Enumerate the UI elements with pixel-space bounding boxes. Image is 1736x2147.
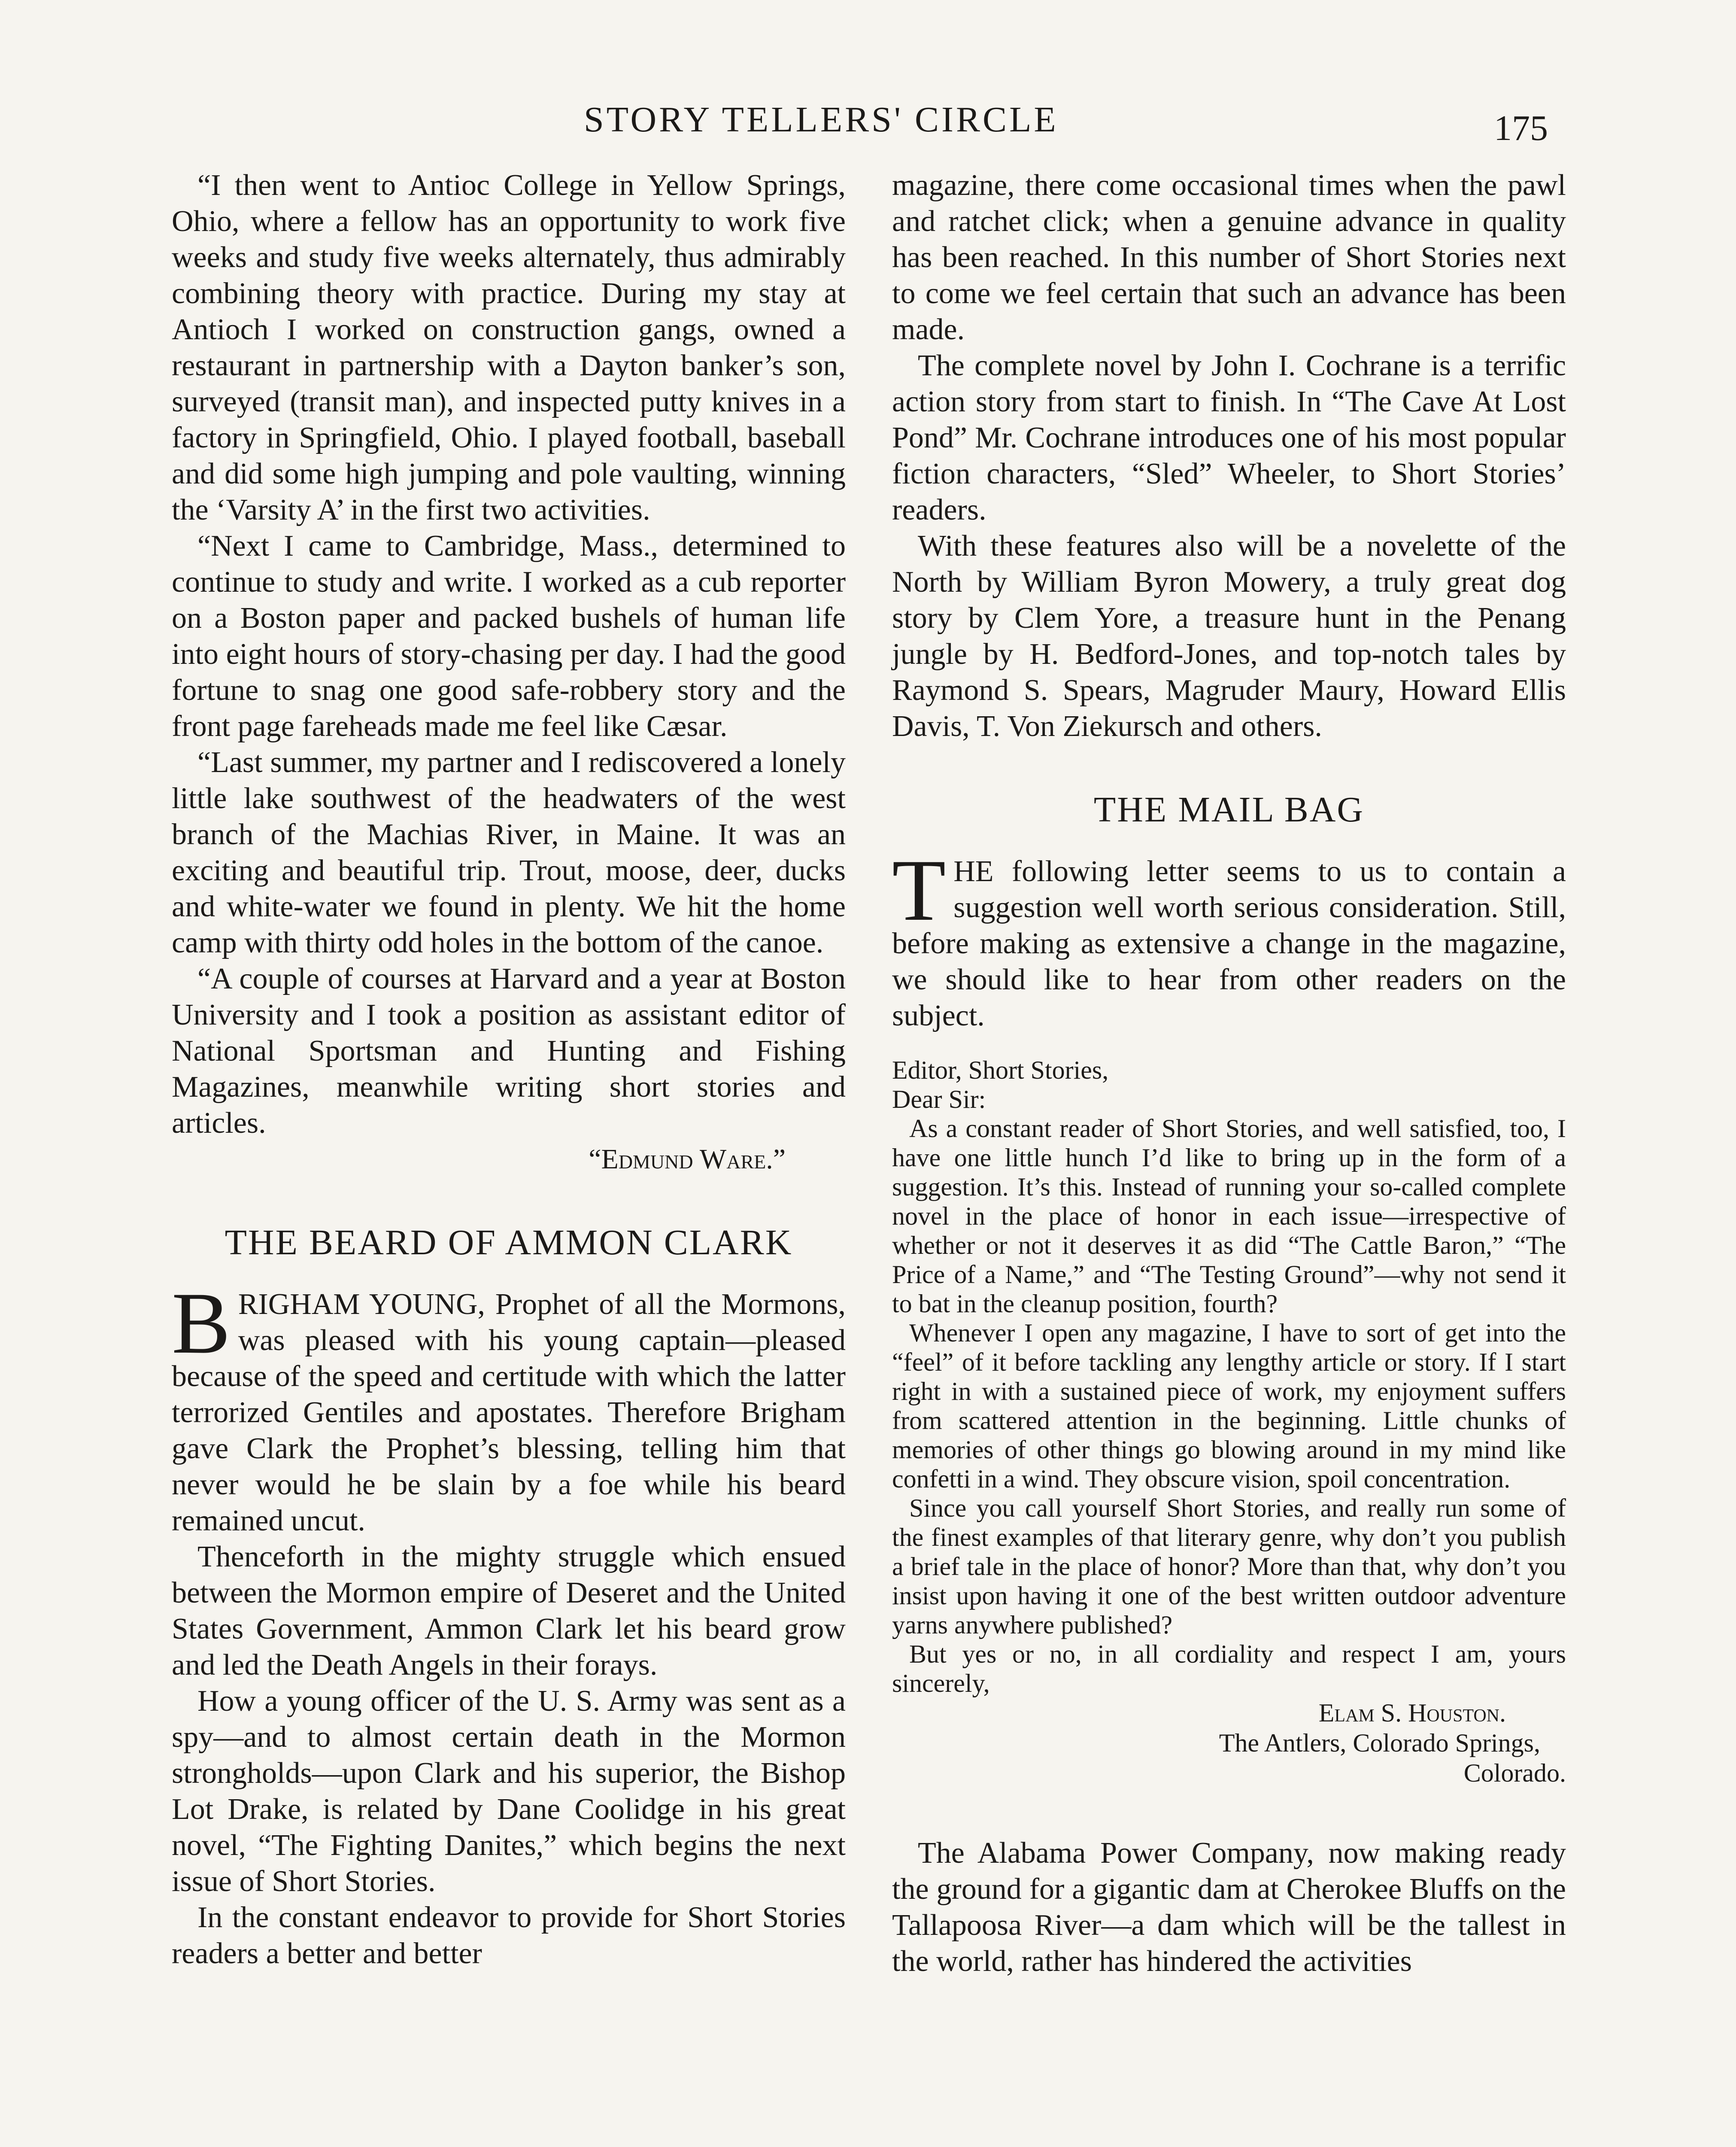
letter-paragraph: Whenever I open any magazine, I have to sort of get into the “feel” of it before tackling any lengthy article or story. If I start right in with a sustained piece of work, my enjoyment suffers from scattered attention in the beginning. Little chunks of memories of other things go blowing around in my mind like confetti in a wind. They obscure vision, spoil concentration. [892, 1319, 1566, 1493]
paragraph: The complete novel by John I. Cochrane is a terrific action story from start to finish. In “The Cave At Lost Pond” Mr. Cochrane introduces one of his most popular fiction characters, “Sled” Wheeler, to Short Stories’ readers. [892, 349, 1566, 526]
paragraph-text: HE following letter seems to us to contain a suggestion well worth serious consideration. Still, before making as extensive a change in the magazine, we should like to hear from other readers on the subject. [892, 855, 1566, 1032]
paragraph: “Last summer, my partner and I rediscovered a lonely little lake southwest of the headwaters of the west branch of the Machias River, in Maine. It was an exciting and beautiful trip. Trout, moose, deer, ducks and white-water we found in plenty. We hit the home camp with thirty odd holes in the bottom of the canoe. [172, 746, 846, 959]
paragraph [172, 1274, 846, 1539]
paragraph: The Alabama Power Company, now making ready the ground for a gigantic dam at Cherokee Bluffs on the Tallapoosa River—a dam which will be the tallest in the world, rather has hindered the activities [892, 1837, 1566, 1978]
letter-paragraph: But yes or no, in all cordiality and respect I am, yours sincerely, [892, 1640, 1566, 1697]
signer-address: The Antlers, Colorado Springs, [1219, 1729, 1540, 1757]
reader-letter [892, 1055, 1566, 1788]
letter-paragraph: As a constant reader of Short Stories, and well satisfied, too, I have one little hunch I’d like to bring up in the form of a suggestion. It’s this. Instead of running your so-called complete novel in the place of honor in each issue—irrespective of whether or not it deserves it as did “The Cattle Baron,” “The Price of a Name,” and “The Testing Ground”—why not send it to bat in the cleanup position, fourth? [892, 1114, 1566, 1318]
page-number: 175 [1494, 108, 1548, 148]
signer-name: Elam S. Houston. [1318, 1699, 1506, 1727]
drop-cap: B [172, 1274, 231, 1372]
running-head: STORY TELLERS' CIRCLE [584, 100, 1059, 140]
paragraph: magazine, there come occasional times when the pawl and ratchet click; when a genuine advance in quality has been reached. In this number of Short Stories next to come we feel certain that such an advance has been made. [892, 169, 1566, 346]
paragraph: In the constant endeavor to provide for Short Stories readers a better and better [172, 1901, 846, 1970]
section-title: THE BEARD OF AMMON CLARK [225, 1223, 793, 1262]
right-column [892, 167, 1566, 1980]
letter-salutation: Dear Sir: [892, 1085, 986, 1113]
paragraph: “A couple of courses at Harvard and a year at Boston University and I took a position as assistant editor of National Sportsman and Hunting and Fishing Magazines, meanwhile writing short stories and articles. [172, 962, 846, 1140]
letter-signature [892, 1698, 1566, 1788]
left-column [172, 167, 846, 1972]
letter-salutation: Editor, Short Stories, [892, 1056, 1109, 1084]
letter-paragraph: Since you call yourself Short Stories, and really run some of the finest examples of that literary genre, why don’t you publish a brief tale in the place of honor? More than that, why don’t you insist upon having it one of the best written outdoor adventure yarns anywhere published? [892, 1494, 1566, 1639]
drop-cap: T [892, 842, 946, 939]
section-title: THE MAIL BAG [1093, 790, 1365, 830]
paragraph: “Next I came to Cambridge, Mass., determined to continue to study and write. I worked as a cub reporter on a Boston paper and packed bushels of human life into eight hours of story-chasing per day. I had the good fortune to snag one good safe-robbery story and the front page fareheads made me feel like Cæsar. [172, 529, 846, 743]
paragraph: With these features also will be a novelette of the North by William Byron Mowery, a truly great dog story by Clem Yore, a treasure hunt in the Penang jungle by H. Bedford-Jones, and top-notch tales by Raymond S. Spears, Magruder Maury, Howard Ellis Davis, T. Von Ziekursch and others. [892, 529, 1566, 743]
signer-address: Colorado. [1463, 1759, 1566, 1787]
paragraph: Thenceforth in the mighty struggle which ensued between the Mormon empire of Deseret and the United States Government, Ammon Clark let his beard grow and led the Death Angels in their forays. [172, 1540, 846, 1682]
paragraph-text: RIGHAM YOUNG, Prophet of all the Mormons, was pleased with his young captain—pleased because of the speed and certitude with which the latter terrorized Gentiles and apostates. Therefore Brigham gave Clark the Prophet’s blessing, telling him that never would he be slain by a foe while his beard remained uncut. [172, 1288, 846, 1537]
paragraph [892, 842, 1566, 1034]
paragraph: How a young officer of the U. S. Army was sent as a spy—and to almost certain death in the Mormon strongholds—upon Clark and his superior, the Bishop Lot Drake, is related by Dane Coolidge in his great novel, “The Fighting Danites,” which begins the next issue of Short Stories. [172, 1685, 846, 1898]
paragraph: “I then went to Antioc College in Yellow Springs, Ohio, where a fellow has an opportunity to work five weeks and study five weeks alternately, thus admirably combining theory with practice. During my stay at Antioch I worked on construction gangs, owned a restaurant in partnership with a Dayton banker’s son, surveyed (transit man), and inspected putty knives in a factory in Springfield, Ohio. I played football, baseball and did some high jumping and pole vaulting, winning the ‘Varsity A’ in the first two activities. [172, 169, 846, 526]
author-signature: “Edmund Ware.” [589, 1143, 786, 1175]
